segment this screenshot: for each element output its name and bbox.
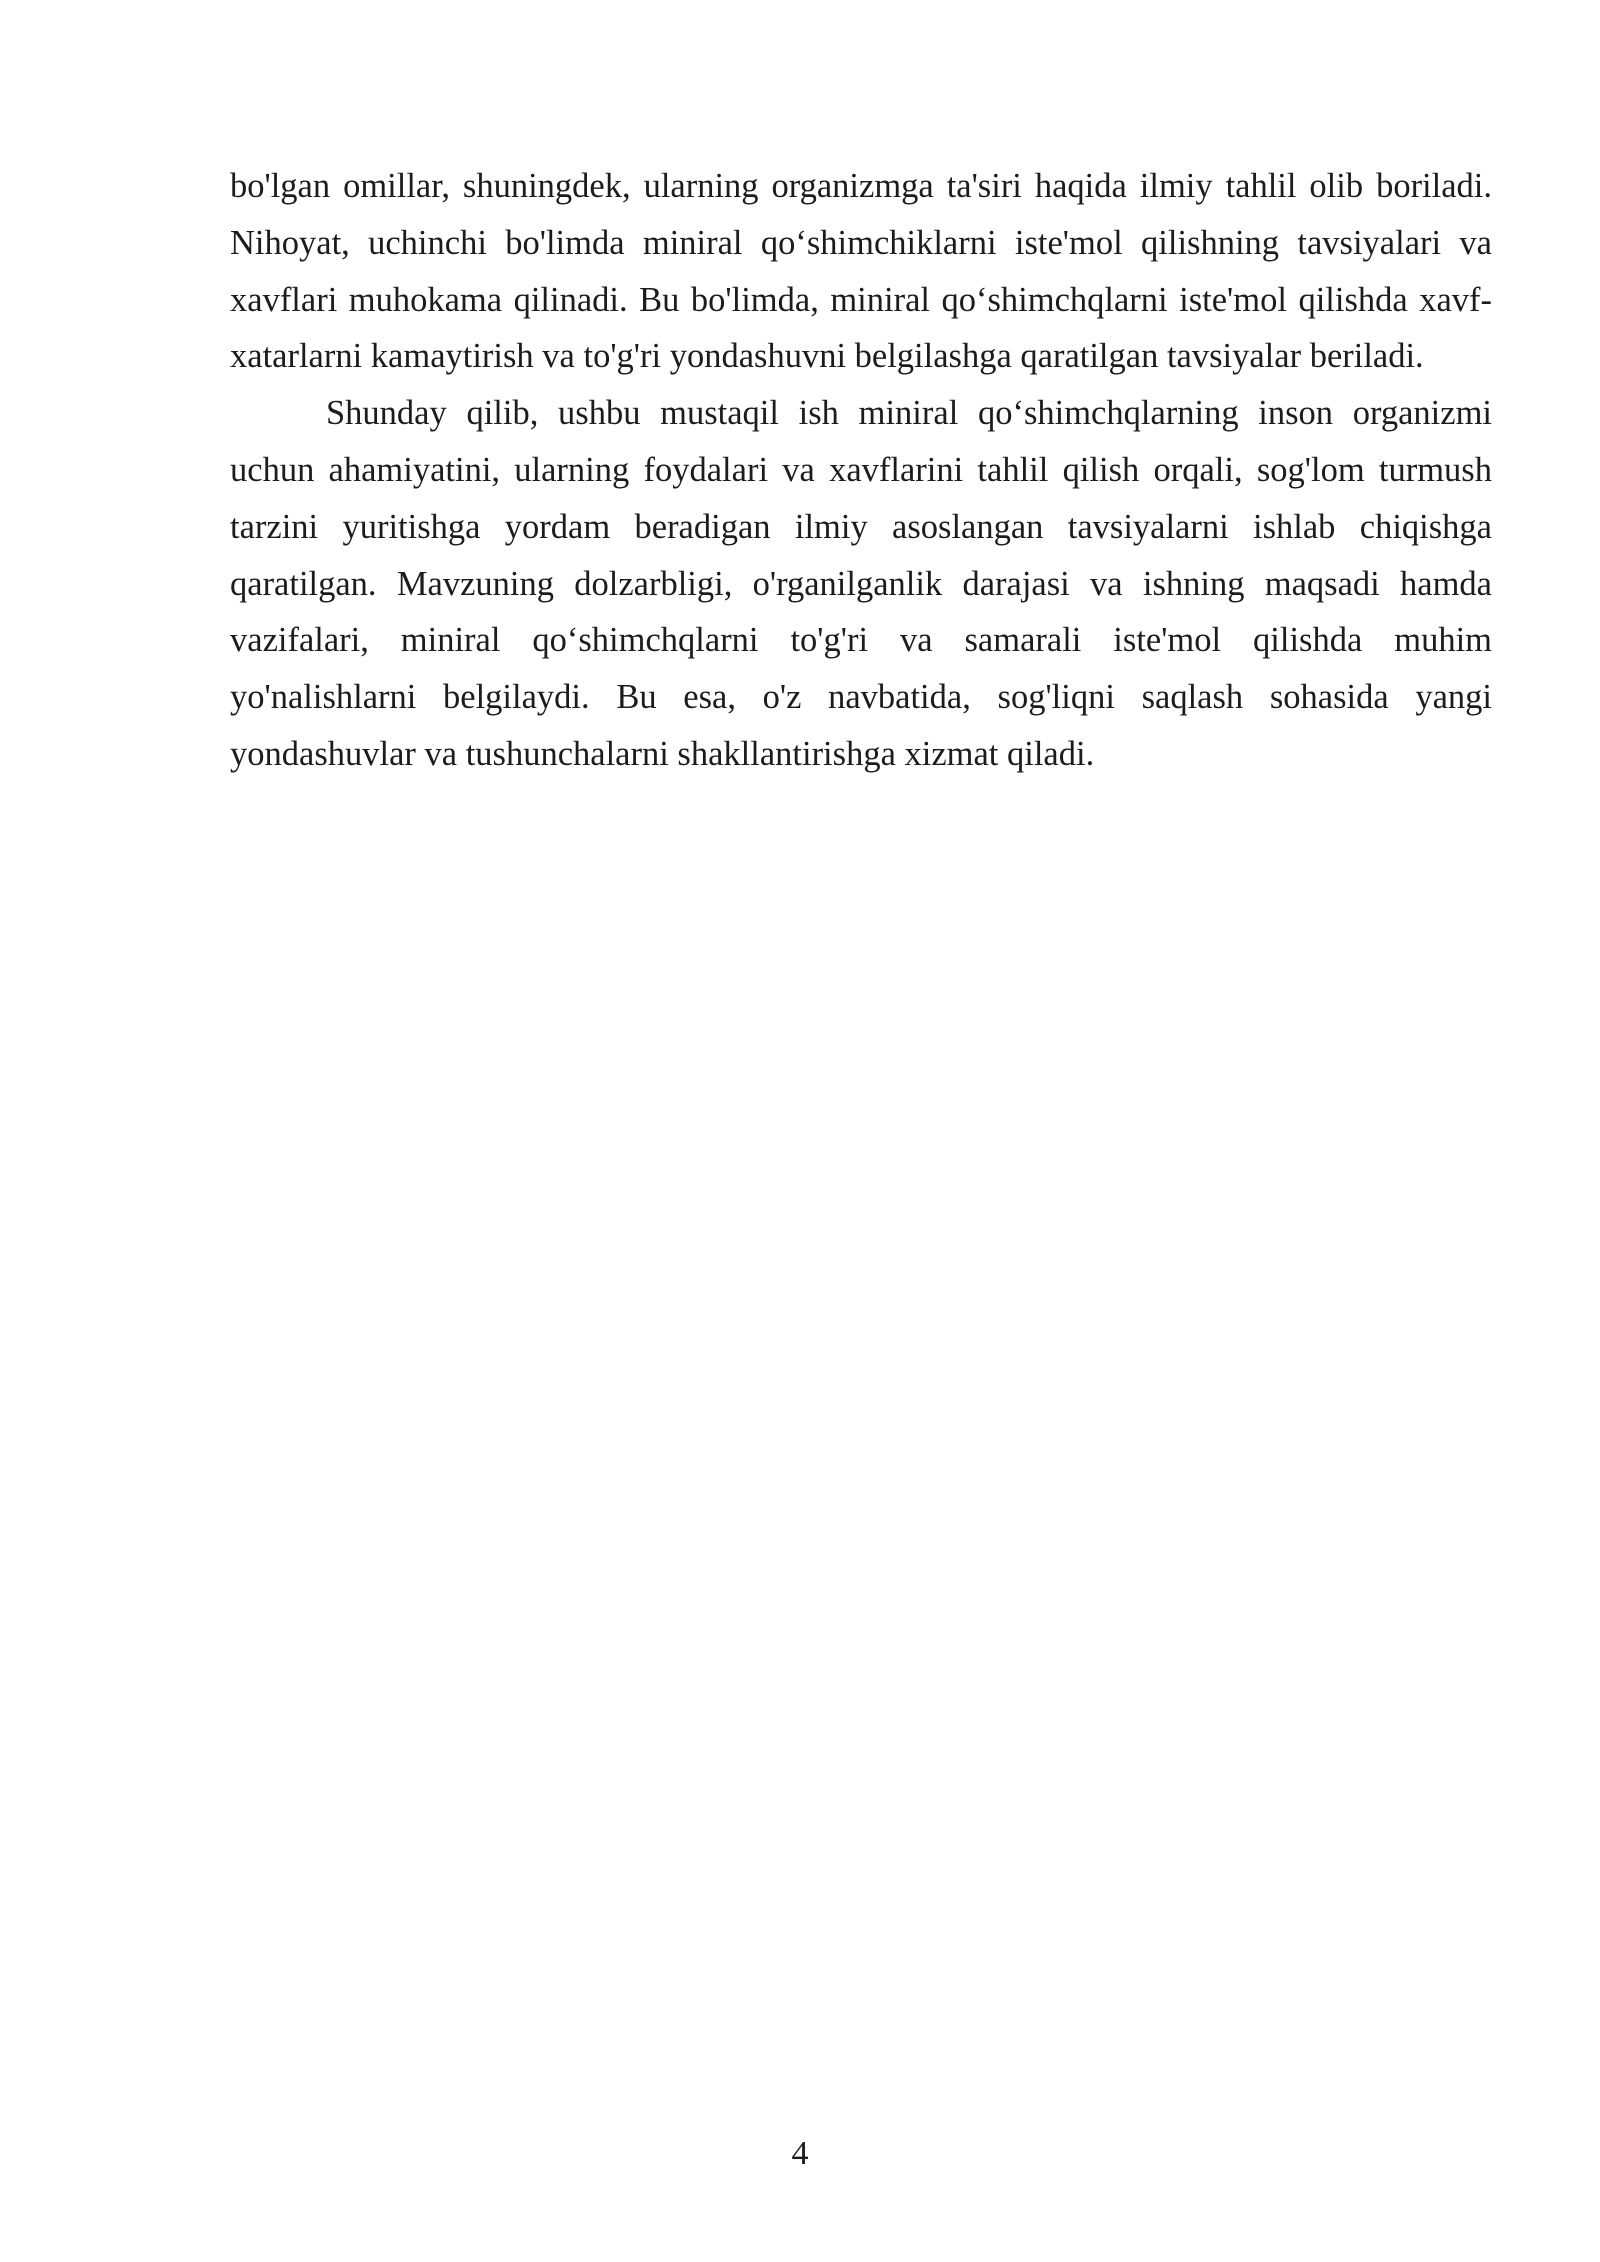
body-text (230, 158, 1492, 783)
page-number: 4 (791, 2135, 809, 2172)
paragraph-conclusion: Shunday qilib, ushbu mustaqil ish miniral qo‘shimchqlarning inson organizmi uchun ahamiyatini, ularning foydalari va xavflarini tahlil qilish orqali, sog'lom turmush tarzini yuritishga yordam beradigan ilmiy asoslangan tavsiyalarni ishlab chiqishga qaratilgan. Mavzuning dolzarbligi, o'rganilganlik darajasi va ishning maqsadi hamda vazifalari, miniral qo‘shimchqlarni to'g'ri va samarali iste'mol qilishda muhim yo'nalishlarni belgilaydi. Bu esa, o'z navbatida, sog'liqni saqlash sohasida yangi yondashuvlar va tushunchalarni shakllantirishga xizmat qiladi. (230, 394, 1492, 773)
paragraph-continuation: bo'lgan omillar, shuningdek, ularning organizmga ta'siri haqida ilmiy tahlil olib boriladi. Nihoyat, uchinchi bo'limda miniral qo‘shimchiklarni iste'mol qilishning tavsiyalari va xavflari muhokama qilinadi. Bu bo'limda, miniral qo‘shimchqlarni iste'mol qilishda xavf-xatarlarni kamaytirish va to'g'ri yondashuvni belgilashga qaratilgan tavsiyalar beriladi. (230, 167, 1492, 376)
